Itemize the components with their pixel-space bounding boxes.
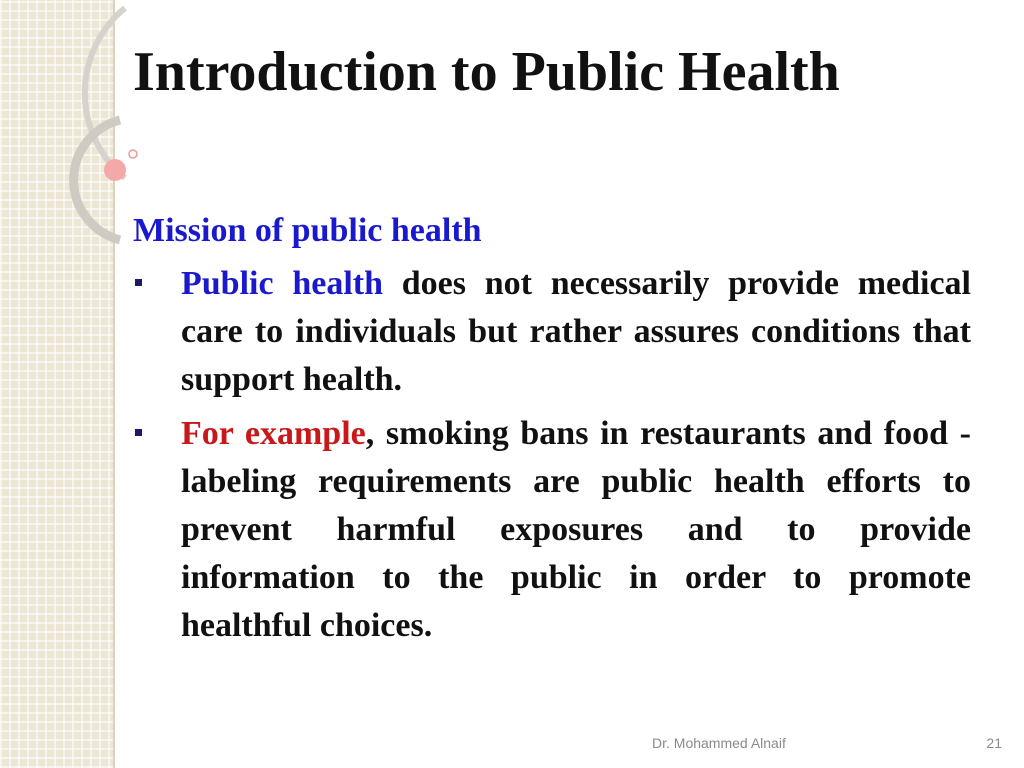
bullet-text: does not necessarily provide medical care to individuals but rather assures conditions that support health. xyxy=(181,265,972,398)
bullet-text: , smoking bans in restaurants and food - labeling requirements are public health efforts to prevent harmful exposures and to provide information to the public in order to promote healthful choices. xyxy=(181,415,971,644)
outer-arc xyxy=(85,8,125,178)
slide-title: Introduction to Public Health xyxy=(133,41,840,103)
bullet-item xyxy=(133,260,971,404)
footer-author: Dr. Mohammed Alnaif xyxy=(652,735,786,751)
bullet-highlight: Public health xyxy=(181,265,384,302)
page-number: 21 xyxy=(986,735,1002,751)
bullet-item xyxy=(133,410,971,650)
bullet-highlight: For example xyxy=(181,415,366,452)
section-subtitle: Mission of public health xyxy=(133,212,482,249)
small-ring xyxy=(129,150,137,158)
slide-content xyxy=(133,208,971,656)
square-bullet-icon xyxy=(135,429,142,436)
accent-dot xyxy=(104,159,126,181)
square-bullet-icon xyxy=(135,279,142,286)
